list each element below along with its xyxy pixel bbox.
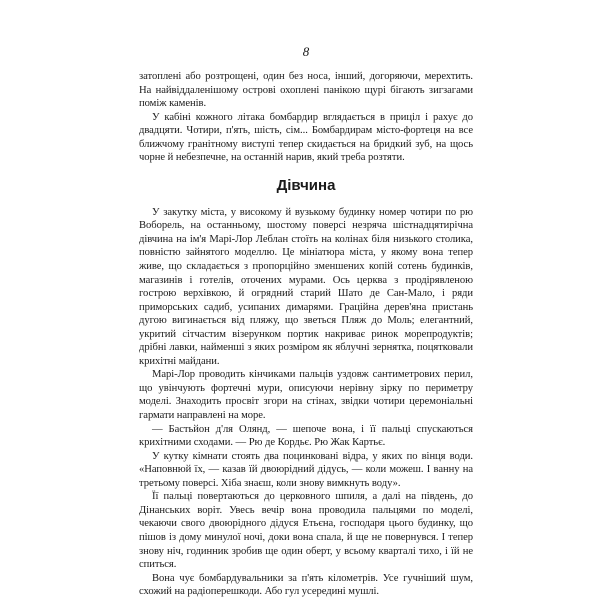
paragraph-model-city: У закутку міста, у високому й вузькому будинку номер чотири по рю Воборель, на останньому, шостому поверсі незряча шістнадцятирічна дівчина на ім'я Марі-Лор Леблан стоїть на колінах біля низького столика, повністю зайнятого моделлю. Це мініатюра міста, у якому вона тепер живе, що складається з пропорційно зменшених копій сотень будинків, магазинів і готелів, оточених мурами. Ось церква з продірявленою гострою верхівкою, й огрядний старий Шато де Сан-Мало, і ряди приморських садиб, усипаних димарями. Грацiйна дерев'яна пристань дугою вигинається від пляжу, що зветься Пляж до Моль; елегантний, укритий сітчастим візерунком портик накриває ринок морепродуктів; дрібні лавки, найменші з яких розміром як яблучні зернятка, поцятковали крихітні майдани. xyxy=(139,206,473,367)
paragraph-spire: Її пальці повертаються до церковного шпиля, а далі на південь, до Дінанських воріт. Увесь вечір вона проводила пальцями по моделі, чекаючи свого двоюрідного дідуся Етьєна, господаря цього будинку, що пішов із дому минулої ночі, доки вона спала, й ще не повернувся. І тепер знову ніч, годинник зробив ще один оберт, у всьому кварталі тихо, і їй не спиться. xyxy=(139,491,473,571)
paragraph-bombardier: У кабіні кожного літака бомбардир вглядається в приціл і рахує до двадцяти. Чотири, п'ять, шість, сім... Бомбардирам місто-фортеця на все ближчому гранітному виступі тепер скидається на бридкий зуб, на щось чорне й небезпечне, на останній нарив, який треба розтяти. xyxy=(139,111,473,164)
text-body xyxy=(139,70,473,599)
paragraph-fingertips: Марі-Лор проводить кінчиками пальців уздовж сантиметрових перил, що увінчують фортечні мури, описуючи нерівну зірку по периметру моделі. Знаходить просвіт згори на стінах, звідки чотири церемоніальні гармати направлені на море. xyxy=(139,369,473,422)
page-number: 8 xyxy=(302,44,310,59)
book-page xyxy=(139,0,473,601)
paragraph-bombers: Вона чує бомбардувальники за п'ять кілометрів. Усе гучніший шум, схожий на радіоперешкоди. Або гул усередині мушлі. xyxy=(139,572,473,598)
paragraph-continuation: затоплені або розтрощені, один без носа, інший, догоряючи, мерехтить. На найвіддаленішому острові охоплені панікою щурі бігають зигзагами поміж каменів. xyxy=(139,71,473,110)
paragraph-whisper: — Бастьйон д'ля Олянд, — шепоче вона, і її пальці спускаються крихітними сходами. — Рю де Кордьє. Рю Жак Картьє. xyxy=(139,423,473,449)
section-title: Дівчина xyxy=(276,176,336,194)
paragraph-buckets: У кутку кімнати стоять два поцинковані відра, у яких по вінця води. «Наповнюй їх, — казав їй двоюрідний дідусь, — коли можеш. І ванну на третьому поверсі. Хіба знаєш, коли знову вимкнуть воду». xyxy=(139,450,473,489)
